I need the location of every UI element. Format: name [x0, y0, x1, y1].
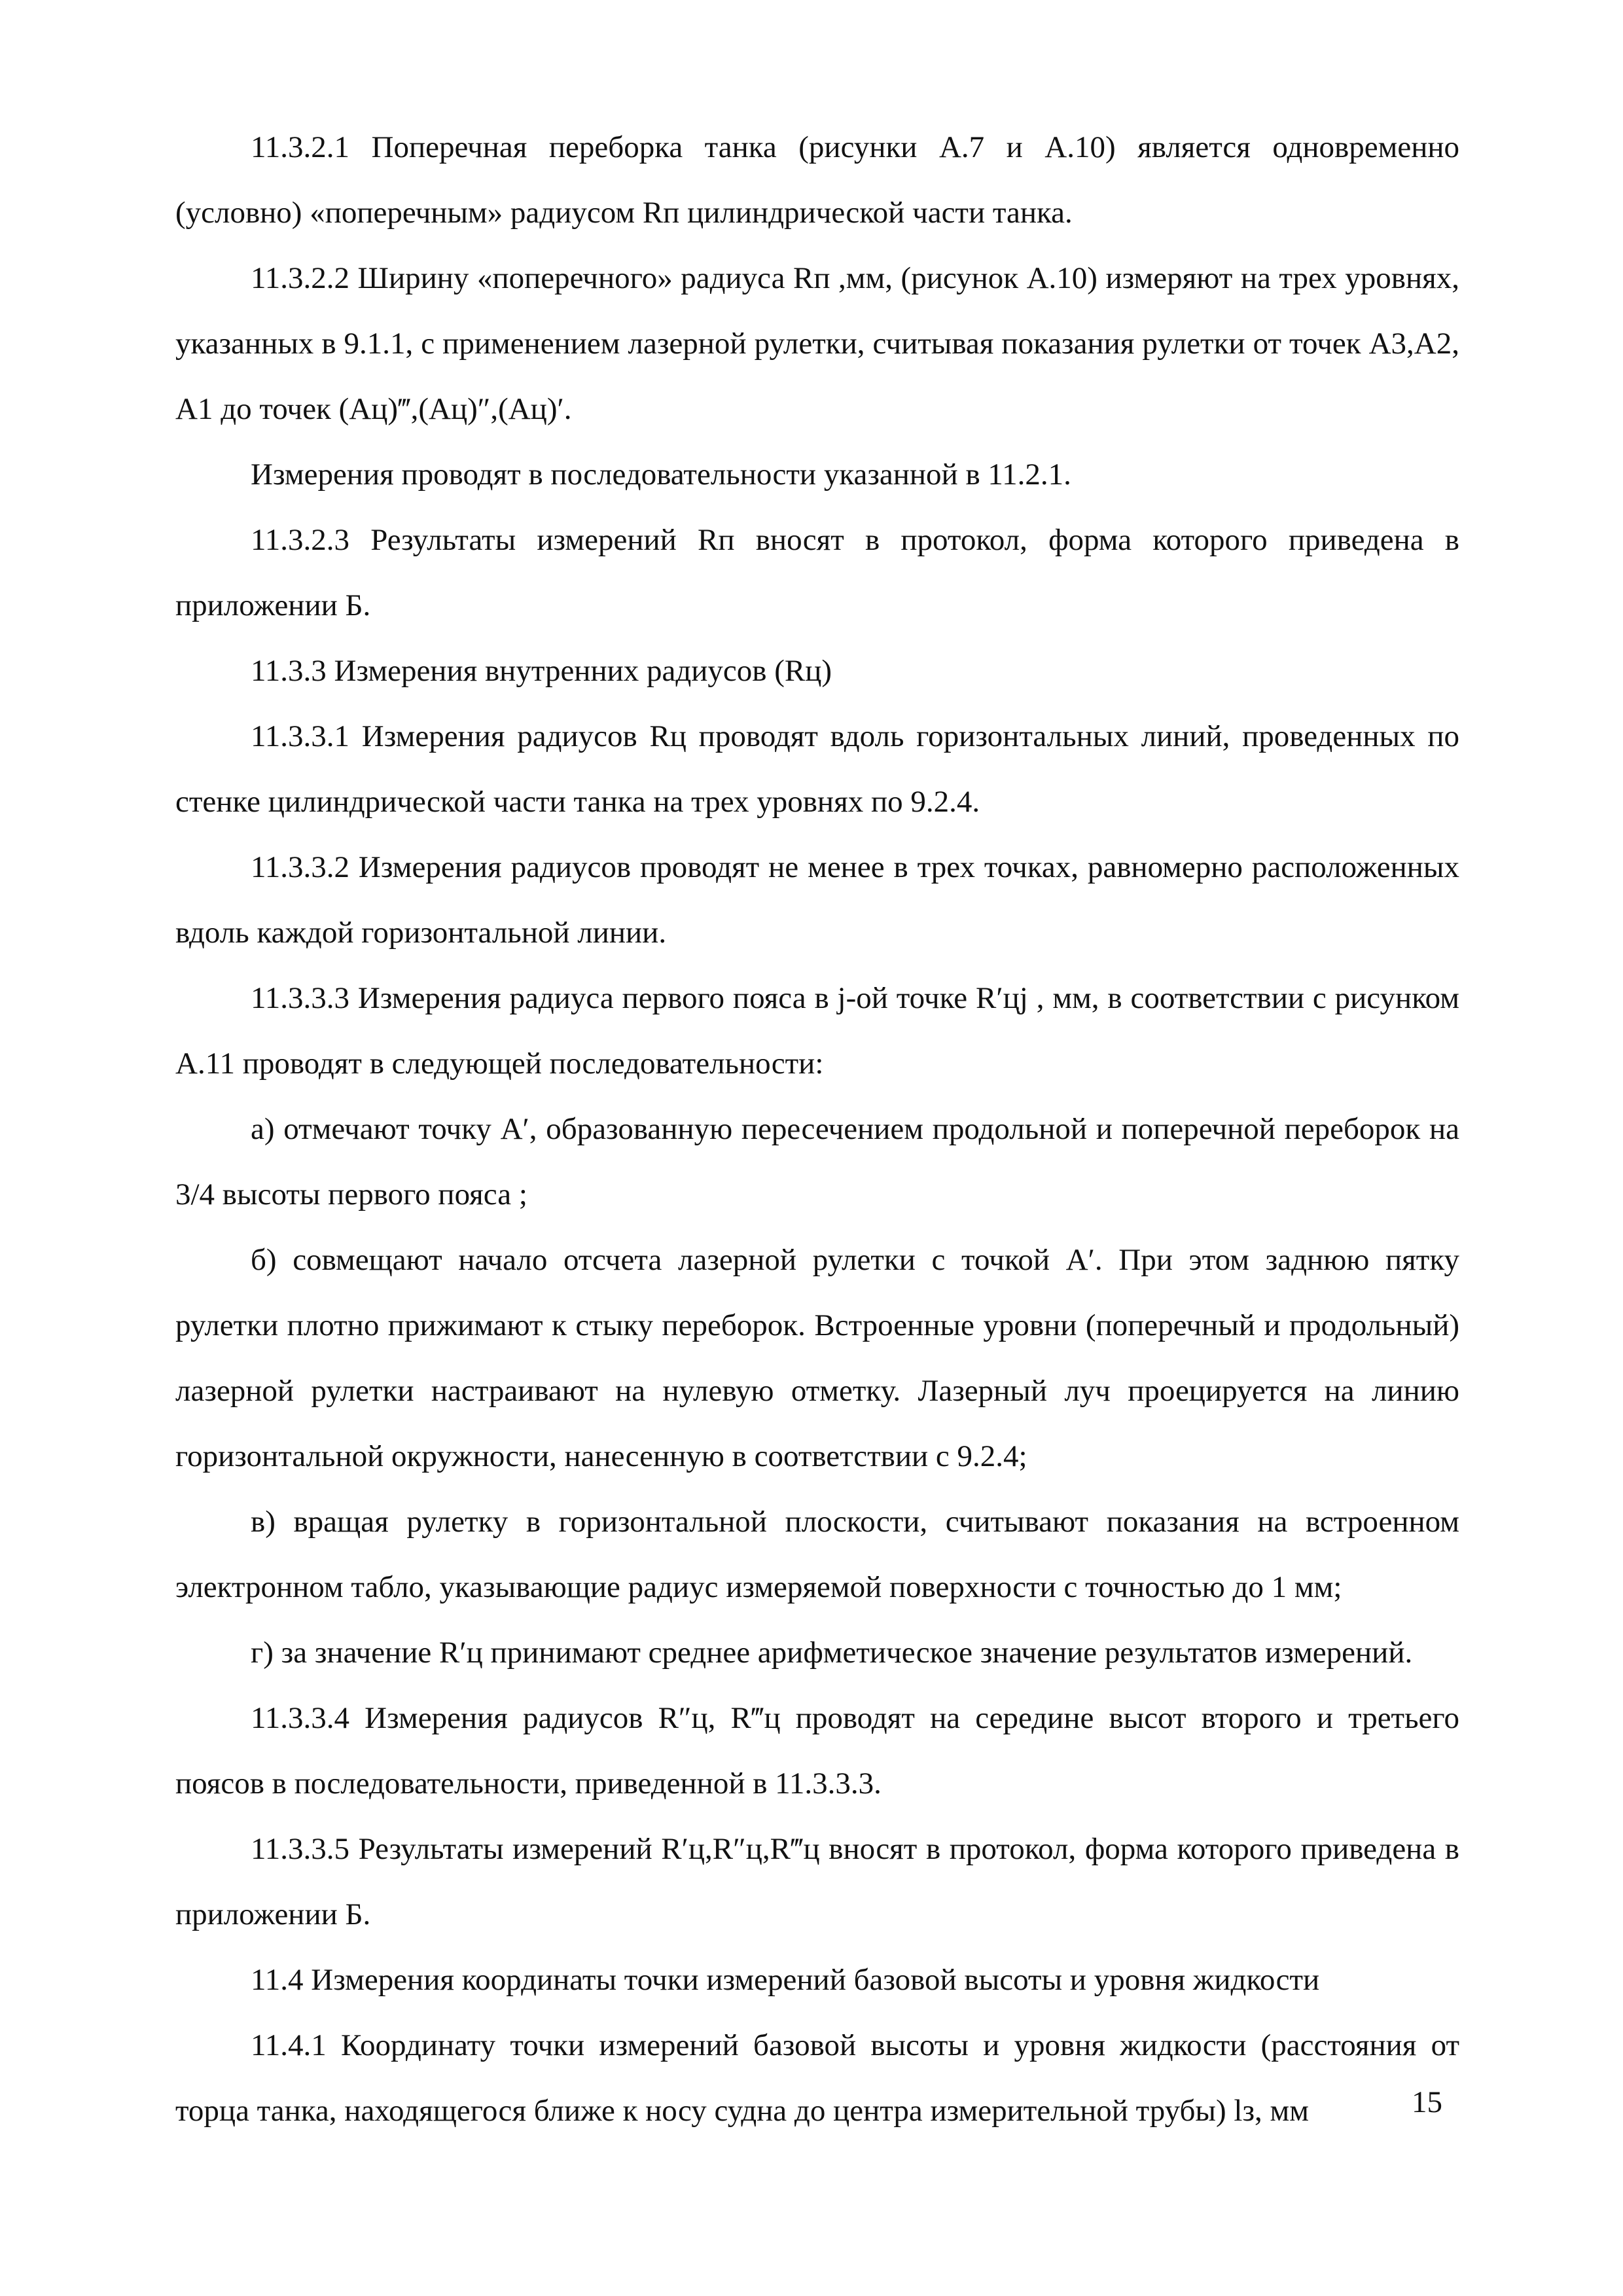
paragraph-11-3-2-2: 11.3.2.2 Ширину «поперечного» радиуса Rп ,мм, (рисунок А.10) измеряют на трех уровнях, указанных в 9.1.1, с применением лазерной рулетки, считывая показания рулетки от точек A3,A2, A1 до точек (Aц)‴,(Aц)″,(Aц)′. — [175, 261, 1459, 426]
paragraph-11-3-2-1: 11.3.2.1 Поперечная переборка танка (рисунки А.7 и А.10) является одновременно (условно) «поперечным» радиусом Rп цилиндрической части танка. — [175, 130, 1459, 230]
list-item-g: г) за значение R′ц принимают среднее арифметическое значение результатов измерений. — [251, 1636, 1413, 1670]
heading-11-3-3: 11.3.3 Измерения внутренних радиусов (Rц) — [251, 654, 832, 688]
paragraph-11-4-1: 11.4.1 Координату точки измерений базовой высоты и уровня жидкости (расстояния от торца танка, находящегося ближе к носу судна до центра измерительной трубы) lз, мм — [175, 2028, 1459, 2128]
list-item-v: в) вращая рулетку в горизонтальной плоскости, считывают показания на встроенном электронном табло, указывающие радиус измеряемой поверхности с точностью до 1 мм; — [175, 1505, 1459, 1604]
page-number: 15 — [1412, 2085, 1442, 2119]
paragraph-11-3-3-4: 11.3.3.4 Измерения радиусов R″ц, R‴ц проводят на середине высот второго и третьего поясов в последовательности, приведенной в 11.3.3.3. — [175, 1701, 1459, 1801]
body-text — [175, 115, 1459, 2144]
paragraph-11-3-3-3: 11.3.3.3 Измерения радиуса первого пояса в j-ой точке R′цj , мм, в соответствии с рисунком А.11 проводят в следующей последовательности: — [175, 981, 1459, 1081]
list-item-a: а) отмечают точку A′, образованную пересечением продольной и поперечной переборок на 3/4 высоты первого пояса ; — [175, 1112, 1459, 1211]
paragraph-measurement-sequence: Измерения проводят в последовательности указанной в 11.2.1. — [251, 457, 1071, 492]
heading-11-4: 11.4 Измерения координаты точки измерений базовой высоты и уровня жидкости — [251, 1963, 1320, 1997]
paragraph-11-3-3-2: 11.3.3.2 Измерения радиусов проводят не менее в трех точках, равномерно расположенных вдоль каждой горизонтальной линии. — [175, 850, 1459, 950]
paragraph-11-3-2-3: 11.3.2.3 Результаты измерений Rп вносят в протокол, форма которого приведена в приложении Б. — [175, 523, 1459, 622]
paragraph-11-3-3-1: 11.3.3.1 Измерения радиусов Rц проводят вдоль горизонтальных линий, проведенных по стенке цилиндрической части танка на трех уровнях по 9.2.4. — [175, 719, 1459, 819]
list-item-b: б) совмещают начало отсчета лазерной рулетки с точкой A′. При этом заднюю пятку рулетки плотно прижимают к стыку переборок. Встроенные уровни (поперечный и продольный) лазерной рулетки настраивают на нулевую отметку. Лазерный луч проецируется на линию горизонтальной окружности, нанесенную в соответствии с 9.2.4; — [175, 1243, 1459, 1473]
paragraph-11-3-3-5: 11.3.3.5 Результаты измерений R′ц,R″ц,R‴ц вносят в протокол, форма которого приведена в приложении Б. — [175, 1832, 1459, 1931]
